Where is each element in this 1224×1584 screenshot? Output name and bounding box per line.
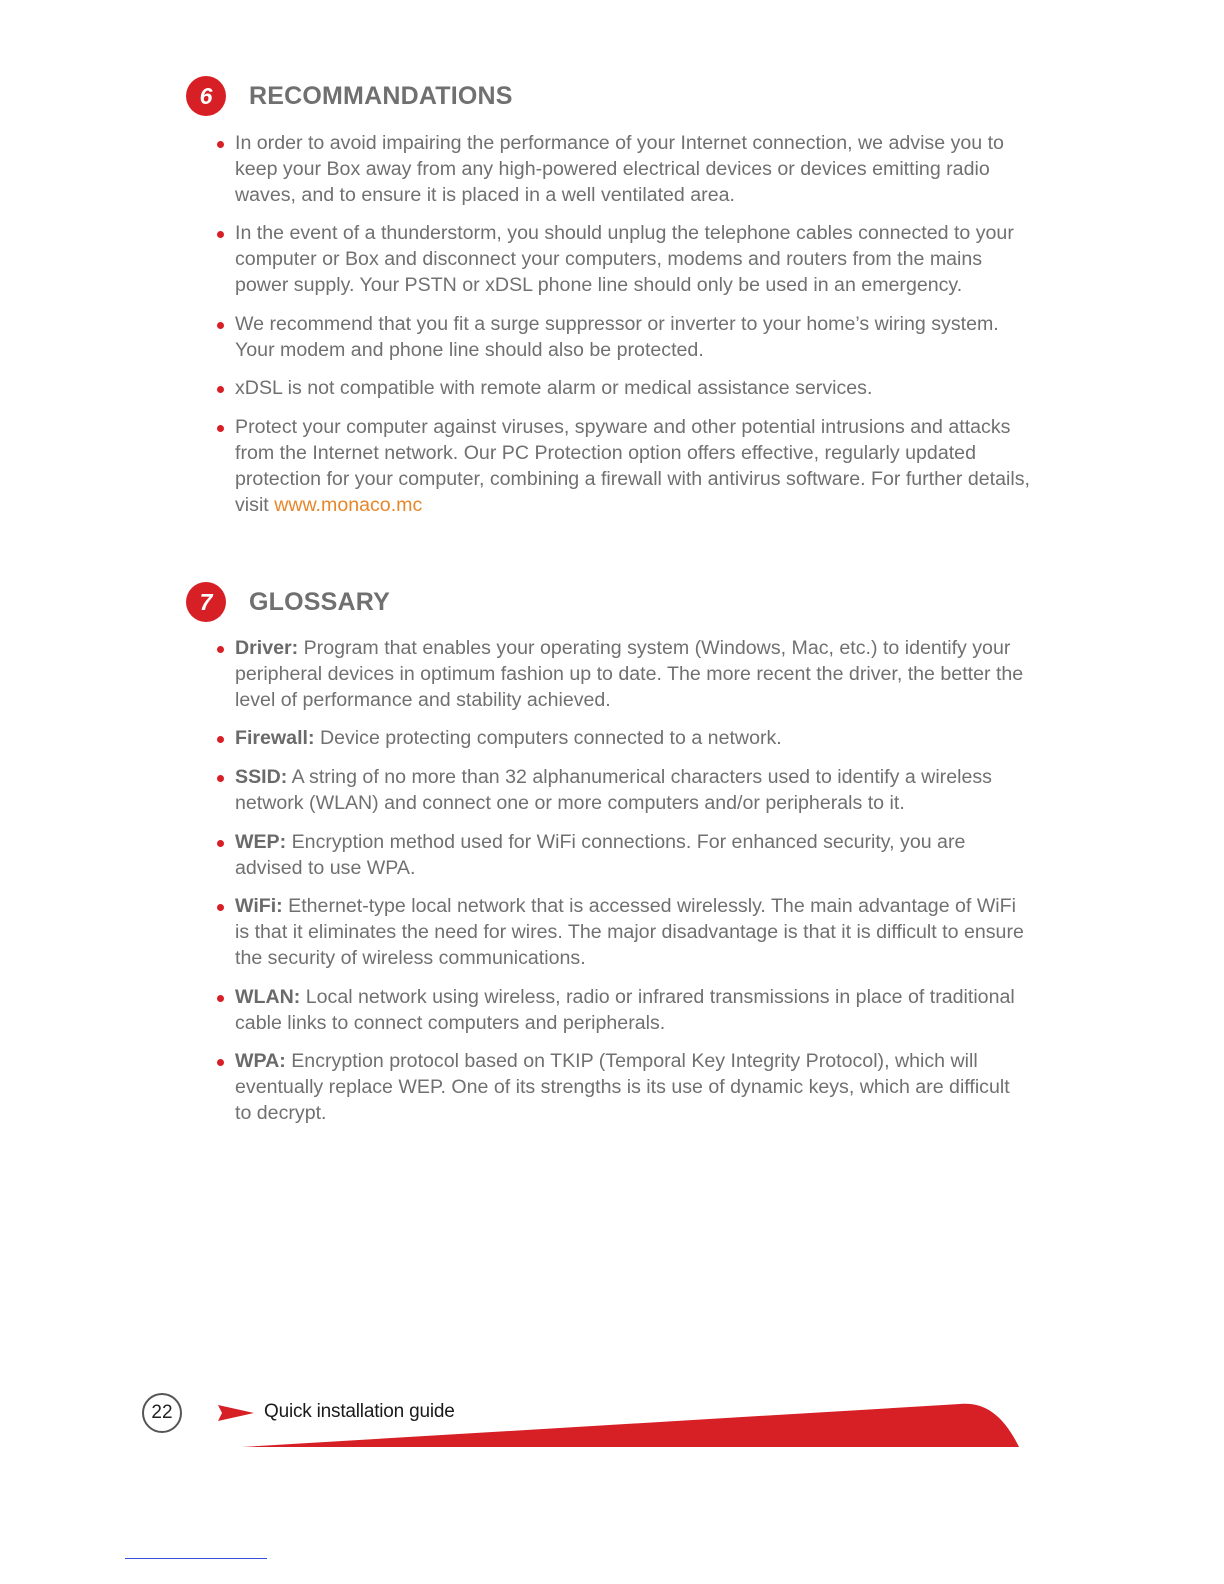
section-header-recommandations [186, 76, 513, 116]
glossary-definition: Program that enables your operating system (Windows, Mac, etc.) to identify your peripheral devices in optimum fashion up to date. The more recent the driver, the better the level of performance and stability achieved. [235, 637, 1024, 711]
glossary-item [215, 726, 1030, 752]
list-item: Protect your computer against viruses, spyware and other potential intrusions and attacks from the Internet network. Our PC Protection option offers effective, regularly updated protection for your computer, combining a firewall with antivirus software. For further details, visit www.monaco.mc [215, 415, 1030, 518]
glossary-definition: Encryption protocol based on TKIP (Temporal Key Integrity Protocol), which will eventually replace WEP. One of its strengths is its use of dynamic keys, which are difficult to decrypt. [235, 1050, 1010, 1124]
glossary-item [215, 636, 1030, 713]
glossary-item [215, 894, 1030, 971]
bullet-icon [217, 736, 224, 743]
glossary-item [215, 1049, 1030, 1126]
list-item: In the event of a thunderstorm, you should unplug the telephone cables connected to your computer or Box and disconnect your computers, modems and routers from the mains power supply. Your PSTN or xDSL phone line should only be used in an emergency. [215, 221, 1030, 298]
glossary-term: Driver: [235, 637, 299, 659]
bullet-icon [217, 141, 224, 148]
list-item: xDSL is not compatible with remote alarm or medical assistance services. [215, 376, 1030, 402]
section-number-badge [186, 76, 226, 116]
section-number-badge [186, 582, 226, 622]
bullet-icon [217, 231, 224, 238]
section-number: 6 [199, 83, 213, 109]
bullet-icon [217, 775, 224, 782]
glossary-definition: Device protecting computers connected to a network. [314, 727, 782, 750]
page-number: 22 [142, 1393, 182, 1433]
bullet-icon [217, 995, 224, 1002]
footer-label: Quick installation guide [264, 1401, 455, 1422]
glossary-item [215, 765, 1030, 817]
bullet-icon [217, 646, 224, 653]
bullet-icon [217, 840, 224, 847]
glossary-definition: Encryption method used for WiFi connections. For enhanced security, you are advised to use WPA. [235, 830, 966, 879]
section-header-glossary [186, 582, 390, 622]
bullet-icon [217, 322, 224, 329]
glossary-term: Firewall: [235, 727, 315, 750]
glossary-definition: Local network using wireless, radio or infrared transmissions in place of traditional cable links to connect computers and peripherals. [235, 985, 1015, 1034]
glossary-definition: A string of no more than 32 alphanumerical characters used to identify a wireless network (WLAN) and connect one or more computers and/or peripherals to it. [235, 766, 992, 814]
website-link[interactable]: www.monaco.mc [274, 493, 423, 516]
list-item: In order to avoid impairing the performance of your Internet connection, we advise you to keep your Box away from any high-powered electrical devices or devices emitting radio waves, and to ensure it is placed in a well ventilated area. [215, 131, 1030, 208]
glossary-term: SSID: [235, 766, 288, 789]
list-item: We recommend that you fit a surge suppressor or inverter to your home’s wiring system. Your modem and phone line should also be protected. [215, 312, 1030, 364]
glossary-term: WPA: [235, 1050, 286, 1073]
glossary-term: WEP: [235, 830, 287, 853]
bullet-icon [217, 904, 224, 911]
bullet-icon [217, 386, 224, 393]
recommendations-list [215, 131, 1030, 531]
bullet-icon [217, 1059, 224, 1066]
glossary-item [215, 830, 1030, 882]
glossary-term: WiFi: [235, 895, 283, 918]
footer-arrow-icon [218, 1405, 256, 1421]
glossary-list [215, 636, 1030, 1140]
bullet-icon [217, 425, 224, 432]
bottom-divider [125, 1558, 267, 1559]
section-title: GLOSSARY [249, 587, 390, 616]
glossary-term: WLAN: [235, 985, 301, 1008]
glossary-definition: Ethernet-type local network that is accessed wirelessly. The main advantage of WiFi is that it eliminates the need for wires. The major disadvantage is that it is difficult to ensure the security of wireless communications. [235, 895, 1024, 969]
section-number: 7 [199, 589, 213, 615]
section-title: RECOMMANDATIONS [249, 81, 513, 110]
glossary-item [215, 985, 1030, 1037]
